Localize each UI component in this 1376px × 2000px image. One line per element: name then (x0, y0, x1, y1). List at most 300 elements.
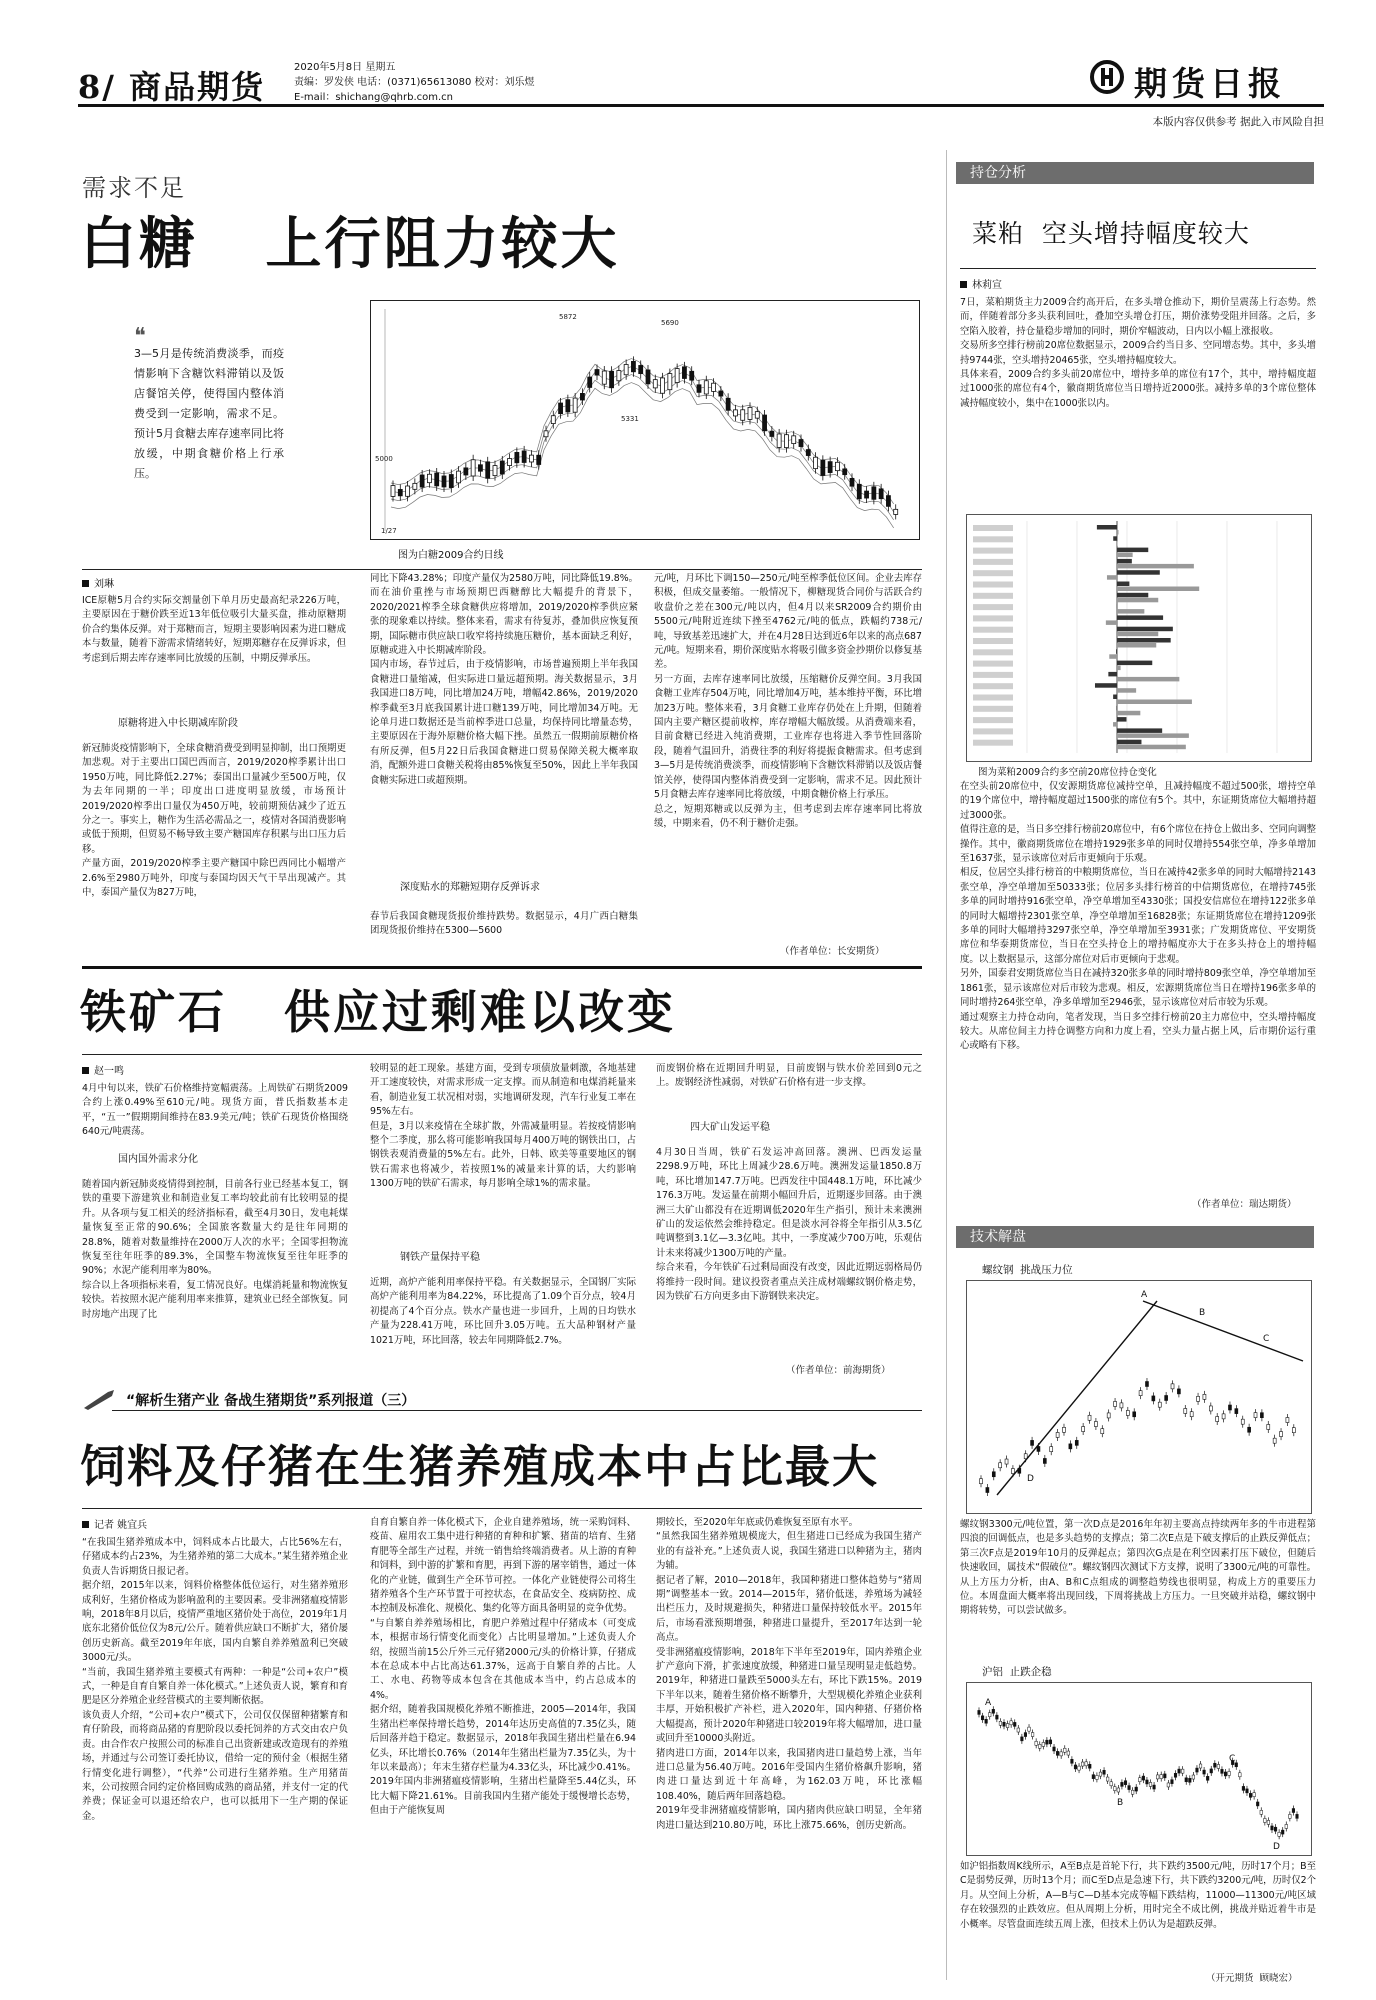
candle-body (1217, 1764, 1220, 1768)
candle-body (985, 1719, 988, 1723)
chart-point-label: C (1229, 1754, 1236, 1764)
category-label-placeholder (973, 559, 1013, 565)
candle-body (777, 434, 781, 447)
rebar-text: 螺纹钢3300元/吨位置，第一次D点是2016年年初主要高点持续两年多的牛市进程第四浪的回调低点，也是多头趋势的支撑点；第二次E点是下破支撑后的止跌反弹低点；第三次F点是2019年10月的反弹起点；第四次G点是在利空因素打压下破位，但随后快速收回，属技术“假破位”。螺纹钢四次测试下方支撑，说明了3300元/吨的可靠性。从上方压力分析，由A、B和C点组成的调整趋势线也很明显，构成上方的重要压力位。本周盘面大概率将出现回线，下周将挑战上方压力。一旦突破并站稳，螺纹钢中期将转势，可以尝试做多。 (960, 1519, 1316, 1617)
candle-body (1189, 1778, 1192, 1782)
candle-body (1171, 1780, 1174, 1784)
rapeseed-section-bar: 持仓分析 (956, 162, 1314, 184)
candle-body (1085, 1762, 1088, 1766)
long-position-bar (1117, 582, 1129, 587)
candle-body (1239, 1773, 1242, 1777)
candle-body (980, 1479, 983, 1484)
candle-body (1060, 1752, 1063, 1756)
candle-body (1224, 1772, 1227, 1776)
candle-body (617, 371, 621, 381)
long-position-bar (1117, 570, 1160, 575)
sugar-candlestick-chart (370, 300, 920, 540)
candle-body (1221, 1769, 1224, 1773)
candle-body (551, 416, 555, 424)
candle-body (792, 436, 796, 444)
candle-body (1241, 1419, 1244, 1424)
category-label-placeholder (973, 548, 1013, 554)
date-line: 2020年5月8日 星期五 (294, 62, 396, 73)
candle-body (1096, 1775, 1099, 1779)
candle-body (1005, 1459, 1008, 1464)
rapeseed-chart-caption: 图为菜粕2009合约多空前20席位持仓变化 (978, 767, 1157, 778)
series-col3-text: 期较长，至2020年年底或仍难恢复至原有水平。 “虽然我国生猪养殖规模庞大，但生猪进口已经成为我国生猪产业的有益补充。”上述负责人说，我国生猪进口以种猪为主，猪肉为辅。 据记者了解，2010—2018年，我国种猪进口整体趋势与“猪周期”调整基本一致。2014—2015年，猪价低迷，养殖场为减轻出栏压力，及时规避损失，种猪进口量保持较低水平。2015年后，市场看涨预期增强，种猪进口量提升，至2017年达到一轮高点。 受非洲猪瘟疫情影响，2018年下半年至2019年，国内养殖企业扩产意向下滑，扩张速度放缓，种猪进口量呈现明显走低趋势。2019年，种猪进口量跌至5000头左右，环比下跌15%。2019下半年以来，随着生猪价格不断攀升，大型规模化养殖企业获利丰厚，开始积极扩产补栏，进入2020年，国内种猪、仔猪价格大幅提高，预计2020年种猪进口较2019年将大幅增加，进口量或回升至10000头附近。 猪肉进口方面，2014年以来，我国猪肉进口量趋势上涨，当年进口总量为56.40万吨。2016年受国内生猪价格飙升影响，猪肉进口量达到近十年高峰，为162.03万吨，环比涨幅108.40%，随后两年回落趋稳。 2019年受非洲猪瘟疫情影响，国内猪肉供应缺口明显，全年猪肉进口量达到210.80万吨，环比上涨75.66%，创历史新高。 (656, 1517, 922, 1831)
editor-line: 责编：罗发侠 电话：(0371)65613080 校对：刘乐煜 (294, 77, 535, 88)
candle-body (1296, 1814, 1299, 1818)
category-label-placeholder (973, 604, 1013, 610)
alu-chart (966, 1682, 1312, 1856)
series-top-rule (82, 1508, 922, 1509)
candle-body (1035, 1741, 1038, 1745)
candle-body (1281, 1830, 1284, 1834)
chart-point-label: B (1199, 1308, 1206, 1318)
candle-body (668, 374, 672, 390)
candle-body (1278, 1832, 1281, 1836)
rebar-chart-svg (967, 1281, 1311, 1513)
candle-body (1264, 1818, 1267, 1822)
candle-body (992, 1472, 995, 1477)
candle-body (1071, 1759, 1074, 1763)
logo-text: 期货日报 (1134, 64, 1286, 103)
candle-body (1242, 1786, 1245, 1790)
candle-body (1056, 1432, 1059, 1437)
category-label-placeholder (973, 593, 1013, 599)
candle-body (1092, 1775, 1095, 1779)
candle-body (529, 455, 533, 462)
candle-body (763, 415, 767, 431)
candle-body (1203, 1394, 1206, 1399)
iron-headline: 铁矿石 供应过剩难以改变 (80, 985, 677, 1039)
alu-text: 如沪铝指数周K线所示，A至B点是首轮下行，共下跌约3500元/吨，历时17个月；B至C是弱势反弹，历时13个月；而C至D点是急速下行，共下跌约3200元/吨，历时仅2个月。从空间上分析，A—B与C—D基本完成等幅下跌结构，11000—11300元/吨区域存在较强烈的止跌效应。但从周期上分析，用时完全不成比例，挑战并贴近着牛市是小概率。尽管盘面连续五周上涨，但技术上仍认为是超跌反弹。 (960, 1861, 1316, 1930)
rapeseed-text-2: 在空头前20席位中，仅安源期货席位减持空单，且减持幅度不超过500张，增持空单的19个席位中，增持幅度超过1500张的席位有5个。其中，东证期货席位大幅增持超过3000张。 值得注意的是，当日多空排行榜前20席位中，有6个席位在持仓上做出多、空同向调整操作。其中，徽商期货席位在增持1929张多单的同时仅增持554张空单，净多单增加至1637张，显示该席位对后市更倾向于乐观。 相反，位居空头排行榜首的中粮期货席位，当日在减持42张多单的同时大幅增持2143张空单，净空单增加至50333张；位居多头排行榜首的中信期货席位，在增持745张多单的同时增持916张空单，净空单增加至4330张；国投安信席位在增持122张多单的同时大幅增持2301张空单，净空单增加至16828张；东证期货席位在增持1209张多单的同时大幅增持3297张空单，净空单增加至3931张；广发期货席位、平安期货席位和华泰期货席位，当日在空头持仓上的增持幅度亦大于在多头持仓上的增持幅度。以上数据显示，这部分席位对后市更倾向于悲观。 另外，国泰君安期货席位当日在减持320张多单的同时增持809张空单，净空单增加至1861张，显示该席位对后市较为悲观。相反，宏源期货席位当日在增持196张多单的同时增持264张空单，净多单增加至2946张，显示该席位对后市较为乐观。 通过观察主力持仓动向，笔者发现，当日多空排行榜前20主力席位中，空头增持幅度较大。从席位间主力持仓调整方向和力度上看，空头力量占据上风，后市期价运行重心或略有下移。 (960, 781, 1316, 1052)
support-trendline (997, 1301, 1157, 1495)
candle-body (992, 1709, 995, 1713)
candle-body (1024, 1733, 1027, 1737)
candle-body (1196, 1768, 1199, 1772)
candle-body (595, 370, 599, 376)
category-label-placeholder (973, 695, 1013, 701)
candle-body (1178, 1769, 1181, 1773)
candle-body (413, 483, 417, 489)
candle-body (471, 460, 475, 476)
chart-annotation: 5331 (621, 415, 639, 423)
candle-body (1274, 1827, 1277, 1831)
series-banner-text: “解析生猪产业 备战生猪期货”系列报道（三） (126, 1393, 416, 1409)
iron-subhead-1: 国内国外需求分化 (118, 1154, 198, 1165)
candle-body (1289, 1814, 1292, 1818)
sugar-kicker: 需求不足 (82, 174, 186, 202)
candle-body (1256, 1802, 1259, 1806)
candle-body (1053, 1747, 1056, 1751)
long-position-bar (1117, 638, 1171, 643)
sugar-subhead-1: 原糖将进入中长期减库阶段 (118, 718, 238, 729)
candle-body (1103, 1770, 1106, 1774)
candle-body (486, 462, 490, 478)
candle-body (675, 369, 679, 383)
candle-body (1145, 1381, 1148, 1386)
chart-point-label: D (1027, 1474, 1034, 1484)
candle-body (748, 407, 752, 419)
candle-body (1133, 1412, 1136, 1417)
candle-body (1214, 1763, 1217, 1767)
iron-subhead-2: 钢铁产量保持平稳 (400, 1252, 480, 1263)
candle-body (1210, 1769, 1213, 1773)
category-label-placeholder (973, 525, 1013, 531)
short-position-bar (1117, 666, 1121, 671)
candle-body (1017, 1728, 1020, 1732)
candle-body (1126, 1410, 1129, 1415)
sugar-author-name: 刘琳 (94, 579, 114, 590)
candle-body (500, 461, 504, 474)
candle-body (857, 484, 861, 498)
candle-body (1254, 1413, 1257, 1418)
candle-body (1107, 1413, 1110, 1418)
candle-body (1138, 1778, 1141, 1782)
candle-body (398, 489, 402, 495)
candle-body (435, 473, 439, 486)
long-position-bar (1095, 683, 1117, 688)
candle-body (1021, 1737, 1024, 1741)
candle-body (1114, 1401, 1117, 1406)
chart-annotation: 5690 (661, 319, 679, 327)
byline-square-icon (82, 580, 89, 587)
candle-body (988, 1713, 991, 1717)
rebar-title: 螺纹钢 挑战压力位 (982, 1264, 1073, 1276)
long-position-bar (1113, 536, 1117, 541)
candle-body (1246, 1789, 1249, 1793)
rapeseed-chart-svg (967, 515, 1311, 761)
iron-author-name: 赵一鸣 (94, 1066, 124, 1077)
candle-body (1037, 1446, 1040, 1451)
candle-body (1267, 1424, 1270, 1429)
chart-annotation: 1/27 (381, 527, 397, 535)
moving-average-line (391, 383, 894, 528)
candle-body (1190, 1412, 1193, 1417)
candle-body (1209, 1406, 1212, 1411)
candle-body (1038, 1744, 1041, 1748)
candle-body (1285, 1824, 1288, 1828)
sugar-top-rule (82, 569, 922, 570)
candle-body (1280, 1432, 1283, 1437)
candle-body (1006, 1724, 1009, 1728)
candle-body (1010, 1721, 1013, 1725)
series-col1-text: “在我国生猪养殖成本中，饲料成本占比最大，占比56%左右，仔猪成本约占23%，为生猪养殖的第二大成本。”某生猪养殖企业负责人告诉期货日报记者。 据介绍，2015年以来，饲料价格整体低位运行，对生猪养殖形成利好，生猪价格成为影响盈利的主要因素。受非洲猪瘟疫情影响，2018年8月以后，疫情严重地区猪价处于高位，2019年1月底东北猪价低位仅为8元/公斤。随着供应缺口不断扩大，猪价屡创历史新高。截至2019年年底，国内自繁自养养殖盈利已突破3000元/头。 “当前，我国生猪养殖主要模式有两种：一种是“公司+农户”模式，一种是自育自繁自养一体化模式。”上述负责人说，繁育和育肥是区分养殖企业经营模式的主要判断依据。 该负责人介绍，“公司+农户”模式下，公司仅仅保留种猪繁育和育仔阶段，而将商品猪的育肥阶段以委托饲养的方式交由农户负责。由合作农户按照公司的标准自己出资新建或改造现有的养殖场，并通过与公司签订委托协议，借给一定的预付金（根据生猪行情变化进行调整），“代养”公司进行生猪养殖。生产用猪苗来，公司按照合同约定价格回购成熟的商品猪，并支付一定的代养费；保证金可以退还给农户，也可以抵用下一生产期的保证金。 (82, 1537, 348, 1822)
long-position-bar (1117, 728, 1162, 733)
candle-body (799, 440, 803, 447)
candle-body (1094, 1422, 1097, 1427)
candle-body (996, 1715, 999, 1719)
candle-body (442, 476, 446, 487)
resistance-trendline (1143, 1301, 1303, 1361)
candle-body (886, 496, 890, 507)
candle-body (580, 393, 584, 400)
rapeseed-text-1: 7日，菜粕期货主力2009合约高开后，在多头增仓推动下，期价呈震荡上行态势。然而，伴随着部分多头获利回吐，叠加空头增仓打压，期价涨势受阻并回落。之后，多空陷入胶着，持仓量稳步增加的同时，期价窄幅波动，日内以小幅上涨报收。 交易所多空排行榜前20席位数据显示，2009合约当日多、空同增态势。其中，多头增持9744张，空头增持20465张，空头增持幅度较大。 具体来看，2009合约多头前20席位中，增持多单的席位有17个，其中，增持幅度超过1000张的席位有4个，徽商期货席位当日增持近2000张。减持多单的3个席位整体减持幅度较小，集中在1000张以内。 (960, 297, 1316, 409)
category-label-placeholder (973, 615, 1013, 621)
alu-title: 沪铝 止跌企稳 (982, 1666, 1052, 1678)
candle-body (1011, 1469, 1014, 1474)
tech-author-unit: （开元期货 顾晓宏） (1206, 1973, 1298, 1984)
candle-body (1228, 1771, 1231, 1775)
category-label-placeholder (973, 672, 1013, 678)
chart-point-label: D (1273, 1842, 1280, 1852)
candle-body (406, 486, 410, 496)
candle-body (697, 385, 701, 393)
iron-col3-text: 而废钢价格在近期回升明显，目前废钢与铁水价差回到0元之上。废钢经济性减弱，对铁矿石价格有进一步支撑。 (656, 1063, 922, 1089)
candle-body (1069, 1444, 1072, 1449)
candle-body (1063, 1748, 1066, 1752)
category-label-placeholder (973, 627, 1013, 633)
chart-point-label: A (985, 1698, 992, 1708)
short-position-bar (1106, 620, 1117, 625)
page-title: 8/ 商品期货 (78, 68, 266, 106)
candle-body (1075, 1440, 1078, 1445)
candle-body (624, 364, 628, 374)
long-position-bar (1117, 627, 1173, 632)
candle-body (865, 491, 869, 498)
newspaper-logo (1090, 58, 1320, 103)
candle-body (1235, 1763, 1238, 1767)
sugar-col2-text: 同比下降43.28%；印度产量仅为2580万吨，同比降低19.8%。而在油价重挫与市场预期巴西糖醇比大幅提升的背景下，2020/2021榨季全球食糖供应将增加，2019/2020榨季供应紧张的现象难以持续。整体来看，需求有待复苏，叠加供应恢复预期，国际糖市供应缺口收窄将持续施压糖价，基本面缺乏利好，原糖或进入中长期减库阶段。 国内市场，春节过后，由于疫情影响，市场普遍预期上半年我国食糖进口量缩减，但实际进口量远超预期。海关数据显示，3月我国进口8万吨，同比增加24万吨，增幅42.86%，2019/2020榨季截至3月底我国累计进口糖139万吨，同比增加34万吨。无论单月进口数据还是当前榨季进口总量，均保持同比增量态势，主要原因在于海外原糖价格大幅下挫。虽然五一假期前原糖价格有所反弹，但5月22日后我国食糖进口贸易保障关税大概率取消，配额外进口食糖关税将由85%恢复至50%，因此上半年我国食糖实际进口或超预期。 (370, 573, 638, 786)
candle-body (1120, 1403, 1123, 1408)
candle-body (1184, 1408, 1187, 1413)
candle-body (1260, 1810, 1263, 1814)
candle-body (566, 400, 570, 412)
candle-body (1082, 1427, 1085, 1432)
candle-body (1292, 1809, 1295, 1813)
candle-body (1253, 1793, 1256, 1797)
sugar-subhead-2: 深度贴水的郑糖短期存反弹诉求 (400, 882, 540, 893)
candle-body (420, 475, 424, 487)
category-label-placeholder (973, 649, 1013, 655)
candle-body (1043, 1458, 1046, 1463)
candle-body (1167, 1783, 1170, 1787)
byline-square-icon (82, 1521, 89, 1528)
iron-col2-text: 较明显的赶工现象。基建方面，受到专项债放量刺激，各地基建开工速度较快，对需求形成一定支撑。而从制造和电煤消耗量来看，制造业复工状况相对弱，实地调研发现，汽车行业复工率在95%左右。 但是，3月以来疫情在全球扩散，外需减量明显。若按疫情影响整个二季度，那么将可能影响我国每月400万吨的钢铁出口，占钢铁表观消费量的5%左右。此外，日韩、欧美等重要地区的钢铁石需求也将减少，若按照1%的减量来计算的话，大约影响1300万吨的铁矿石需求，每月影响全球1%的需求量。 (370, 1063, 636, 1190)
candle-body (1117, 1788, 1120, 1792)
series-headline: 饲料及仔猪在生猪养殖成本中占比最大 (80, 1440, 880, 1493)
short-position-bar (1117, 530, 1118, 535)
short-position-bar (1107, 575, 1117, 580)
candle-body (1003, 1722, 1006, 1726)
candle-body (1101, 1429, 1104, 1434)
candle-body (733, 410, 737, 416)
candle-body (1139, 1391, 1142, 1396)
candle-body (653, 380, 657, 388)
series-banner-rule (112, 1410, 922, 1411)
sugar-byline (82, 575, 114, 590)
candle-body (986, 1488, 989, 1493)
category-label-placeholder (973, 661, 1013, 667)
candle-body (1056, 1751, 1059, 1755)
short-position-bar (1117, 700, 1192, 705)
candle-body (806, 450, 810, 456)
candle-body (828, 462, 832, 473)
sugar-summary-box (134, 324, 284, 530)
sugar-col1b-text: 新冠肺炎疫情影响下，全球食糖消费受到明显抑制，出口预期更加悲观。对于主要出口国巴西而言，2019/2020榨季累计出口1950万吨，同比降低2.27%；泰国出口量减少至500万吨，仅为去年同期的一半；印度出口进度明显放缓，市场预计2019/2020榨季出口量仅为450万吨，较前期预估减少了近五分之一。事实上，糖作为生活必需品之一，疫情对各国消费影响或低于预期，但贸易不畅导致主要产糖国库存积累与出口压力后移。 产量方面，2019/2020榨季主要产糖国中除巴西同比小幅增产2.6%至2980万吨外，印度与泰国均因天气干旱出现减产。其中，泰国产量仅为827万吨， (82, 743, 346, 899)
candle-body (1160, 1775, 1163, 1779)
sugar-col2b-text: 春节后我国食糖现货报价维持跌势。数据显示，4月广西白糖集团现货报价维持在5300—5600 (370, 911, 638, 937)
candle-body (850, 478, 854, 486)
candle-body (602, 371, 606, 384)
candle-body (719, 391, 723, 396)
iron-col1b-text: 随着国内新冠肺炎疫情得到控制，目前各行业已经基本复工，钢铁的重要下游建筑业和制造业复工率均较此前有比较明显的提升。从各项与复工相关的经济指标看，截至4月30日，发电耗煤量恢复至正常的90.6%；全国旅客数量大约是往年同期的28.8%，随着对数量维持在2000万人次的水平；全国零担物流恢复至往年旺季的89.3%，全国整车物流恢复至往年旺季的90%；水泥产能利用率为80%。 综合以上各项指标来看，复工情况良好。电煤消耗量和物流恢复较快。若按照水泥产能利用率来推算，建筑业已经全部恢复。同时房地产出现了比 (82, 1179, 348, 1320)
candle-body (515, 452, 519, 462)
category-label-placeholder (973, 582, 1013, 588)
short-position-bar (1117, 587, 1199, 592)
candle-body (610, 371, 614, 387)
candle-body (1199, 1764, 1202, 1768)
category-label-placeholder (973, 740, 1013, 746)
candle-body (1271, 1826, 1274, 1830)
iron-byline (82, 1062, 124, 1077)
short-position-bar (1117, 733, 1189, 738)
candle-body (1081, 1762, 1084, 1766)
candle-body (1135, 1787, 1138, 1791)
moving-average-line (391, 367, 894, 512)
sugar-chart-svg (371, 301, 919, 539)
chart-point-label: A (1141, 1290, 1148, 1300)
candle-body (1142, 1776, 1145, 1780)
long-position-bar (1117, 661, 1152, 666)
candle-body (1165, 1395, 1168, 1400)
candle-body (682, 367, 686, 379)
candle-body (1121, 1782, 1124, 1786)
candle-body (1197, 1396, 1200, 1401)
category-label-placeholder (973, 570, 1013, 576)
candle-body (978, 1710, 981, 1714)
candle-body (1106, 1777, 1109, 1781)
candle-body (1273, 1438, 1276, 1443)
candle-body (508, 458, 512, 465)
candle-body (1156, 1775, 1159, 1779)
disclaimer: 本版内容仅供参考 据此入市风险自担 (1152, 116, 1324, 128)
candle-body (843, 469, 847, 475)
candle-body (981, 1716, 984, 1720)
candle-body (1174, 1773, 1177, 1777)
candle-body (690, 371, 694, 380)
candle-body (999, 1463, 1002, 1468)
iron-col1-text: 4月中旬以来，铁矿石价格维持宽幅震荡。上周铁矿石期货2009合约上涨0.49%至610元/吨。现货方面，普氏指数基本走平，“五一”假期期间维持在83.9美元/吨；铁矿石现货价格围绕640元/吨震荡。 (82, 1083, 348, 1138)
candle-body (1031, 1733, 1034, 1737)
rapeseed-top-rule (960, 268, 1316, 269)
candle-body (704, 381, 708, 394)
candle-body (814, 457, 818, 468)
candle-body (1110, 1782, 1113, 1786)
candle-body (1131, 1790, 1134, 1794)
candle-body (573, 398, 577, 412)
chart-point-label: B (1117, 1798, 1124, 1808)
rebar-chart (966, 1280, 1312, 1514)
candle-body (631, 361, 635, 371)
short-position-bar (1117, 643, 1156, 648)
candle-body (770, 431, 774, 436)
sugar-summary: 3—5月是传统消费淡季，而疫情影响下含糖饮料滞销以及饭店餐馆关停，使得国内整体消费受到一定影响，需求不足。预计5月食糖去库存速率同比将放缓，中期食糖价格上行承压。 (134, 347, 284, 480)
candle-body (1152, 1396, 1155, 1401)
tech-section-bar: 技术解盘 (956, 1226, 1314, 1248)
iron-top-rule (82, 1054, 922, 1055)
candle-body (427, 474, 431, 482)
category-label-placeholder (973, 536, 1013, 542)
candle-body (1067, 1751, 1070, 1755)
candle-body (464, 468, 468, 475)
sidebar-divider (946, 150, 947, 1980)
candle-body (894, 509, 898, 514)
candle-body (1099, 1772, 1102, 1776)
candle-body (1031, 1440, 1034, 1445)
candle-body (1153, 1785, 1156, 1789)
pen-nib-icon (82, 1388, 116, 1410)
sugar-col3-text: 元/吨，月环比下调150—250元/吨至榨季低位区间。企业去库存积极，但成交量萎缩。一般情况下，柳糖现货合同价与活跃合约收盘价之差在300元/吨以内，但4月以来SR2009合约期价由5500元/吨附近连续下挫至4762元/吨的低点，跌幅约738元/吨，导致基差迅速扩大，并在4月28日达到近6年以来的高点687元/吨。短期来看，期价深度贴水将吸引做多资金抄期价以修复基差。 另一方面，去库存速率同比放缓，压缩糖价反弹空间。3月我国食糖工业库存504万吨，同比增加4万吨，基本维持平衡，环比增加23万吨。整体来看，3月食糖工业库存仍处在上升期，但随着国内主要产糖区提前收榨，库存增幅大幅放缓。从消费端来看，目前食糖已经进入纯消费期，工业库存也将进入季节性回落阶段，随着气温回升，消费往季的利好将提振食糖需求。但考虑到3—5月是传统消费淡季，而疫情影响下含糖饮料滞销以及饭店餐馆关停，使得国内整体消费受到一定影响，需求不足。因此预计5月食糖去库存速率同比将放缓，中期食糖价格上行承压。 总之，短期郑糖或以反弹为主，但考虑到去库存速率同比将放缓，中期来看，仍不利于糖价走强。 (654, 573, 922, 829)
series-byline (82, 1516, 147, 1531)
sugar-bottom-rule (82, 966, 922, 969)
candle-body (835, 462, 839, 470)
logo-mark-icon (1090, 60, 1124, 94)
candle-body (1088, 1764, 1091, 1768)
chart-annotation: 5872 (559, 313, 577, 321)
candle-body (1113, 1787, 1116, 1791)
email-line: E-mail：shichang@qhrb.com.cn (294, 92, 454, 103)
series-col2-text: 自育自繁自养一体化模式下，企业自建养殖场，统一采购饲料、疫苗、雇用农工集中进行种猪的育种和扩繁、猪苗的培育、生猪育肥等全部生产过程，并统一销售给终端消费者。从上游的育种和饲料，到中游的扩繁和育肥，再到下游的屠宰销售，通过一体化的产业链，做到生产全环节可控。一体化产业链使得公司将生猪养殖各个生产环节置于可控状态，在食品安全、疫病防控、成本控制及标准化、规模化、集约化等方面具备明显的竞争优势。 “与自繁自养养殖场相比，育肥户养殖过程中仔猪成本（可变成本，根据市场行情变化而变化）占比明显增加。”上述负责人介绍，按照当前15公斤外三元仔猪2000元/头的价格计算，仔猪成本在总成本中占比高达61.37%，远高于自繁自养的占比。人工、水电、药物等成本包含在其他成本当中，约占总成本的4%。 据介绍，随着我国规模化养殖不断推进，2005—2014年，我国生猪出栏率保持增长趋势，2014年达历史高值的7.35亿头，随后回落并趋于稳定。数据显示，2018年我国生猪出栏量在6.94亿头，环比增长0.76%（2014年生猪出栏量为7.35亿头，为十年以来最高）；年末生猪存栏量为4.33亿头，环比减少0.41%。2019年国内非洲猪瘟疫情影响，生猪出栏量降至5.44亿头，环比大幅下降21.61%。目前我国内生猪产能处于缓慢增长态势，但由于产能恢复周 (370, 1517, 636, 1817)
candle-body (661, 378, 665, 393)
short-position-bar (1117, 598, 1158, 603)
long-position-bar (1113, 695, 1117, 700)
candle-body (1181, 1769, 1184, 1773)
candle-body (1192, 1775, 1195, 1779)
candle-body (478, 465, 482, 471)
rapeseed-headline: 菜粕 空头增持幅度较大 (972, 219, 1250, 248)
candle-body (493, 466, 497, 476)
masthead-rule (78, 104, 1324, 107)
candle-body (1124, 1781, 1127, 1785)
candle-body (544, 431, 548, 437)
short-position-bar (1117, 688, 1136, 693)
long-position-bar (1116, 649, 1117, 654)
candle-body (537, 455, 541, 464)
long-position-bar (1117, 548, 1148, 553)
candle-body (1049, 1740, 1052, 1744)
candle-body (1222, 1414, 1225, 1419)
candle-body (1286, 1418, 1289, 1423)
candle-body (1228, 1405, 1231, 1410)
long-position-bar (1117, 593, 1148, 598)
alu-chart-svg (967, 1683, 1311, 1855)
short-position-bar (1117, 745, 1186, 750)
candle-body (522, 451, 526, 463)
candle-body (1042, 1742, 1045, 1746)
candle-body (1216, 1417, 1219, 1422)
iron-subhead-3: 四大矿山发运平稳 (690, 1122, 770, 1133)
candle-body (999, 1721, 1002, 1725)
candle-body (559, 403, 563, 414)
candle-body (1046, 1740, 1049, 1744)
candle-body (712, 383, 716, 391)
long-position-bar (1108, 672, 1117, 677)
quote-mark-icon: ❝ (134, 324, 146, 349)
byline-square-icon (82, 1067, 89, 1074)
sugar-headline: 白糖 上行阻力较大 (80, 211, 620, 277)
candle-body (1088, 1415, 1091, 1420)
category-label-placeholder (973, 683, 1013, 689)
candle-body (639, 365, 643, 373)
short-position-bar (1113, 722, 1117, 727)
candle-body (1185, 1778, 1188, 1782)
candle-body (1146, 1780, 1149, 1784)
candle-body (726, 398, 730, 410)
candle-body (1177, 1389, 1180, 1394)
